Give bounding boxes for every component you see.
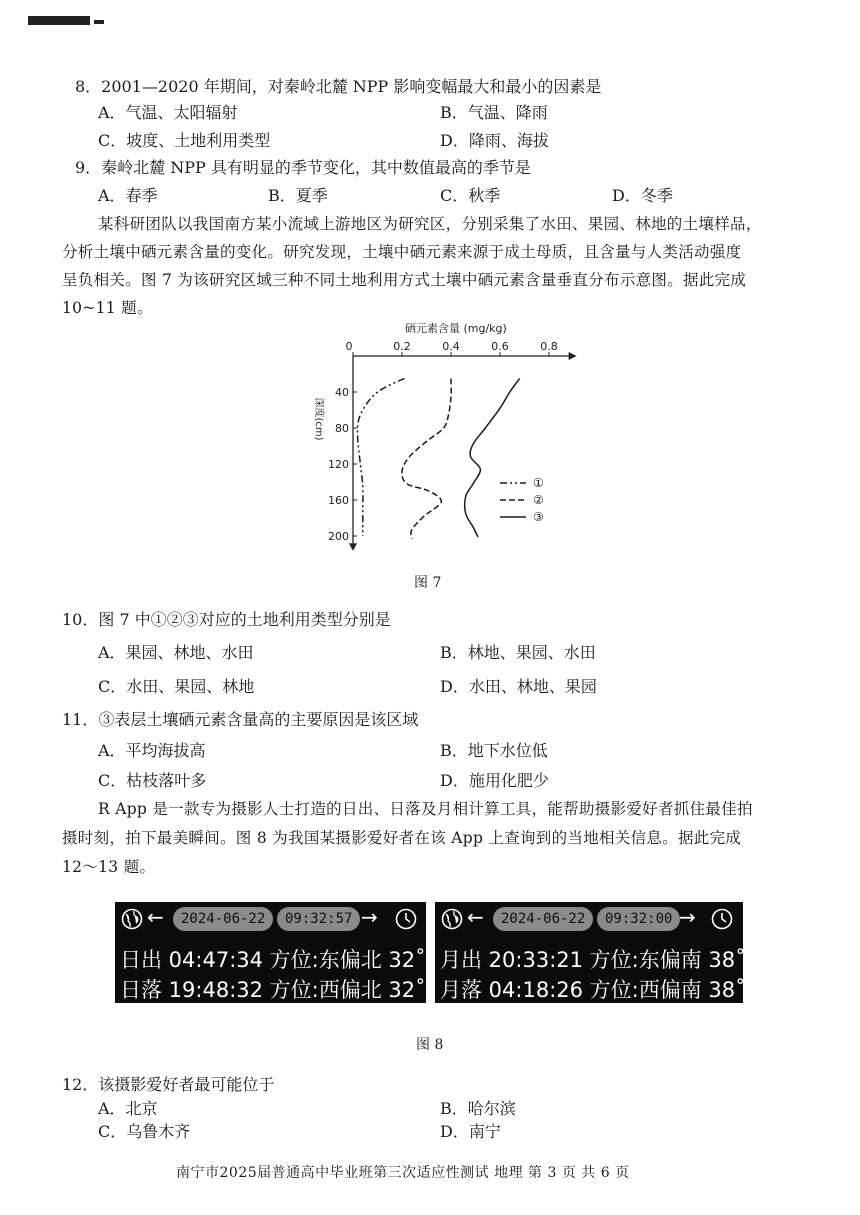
passage-1-line-3: 呈负相关。图 7 为该研究区域三种不同土地利用方式土壤中硒元素含量垂直分布示意图。据此完成 xyxy=(62,271,747,289)
y-tick-label: 160 xyxy=(328,494,349,507)
passage-1-line-4: 10~11 题。 xyxy=(62,299,153,317)
passage-1-line-2: 分析土壤中硒元素含量的变化。研究发现，土壤中硒元素来源于成土母质，且含量与人类活动强度 xyxy=(62,243,742,261)
question-10-option-d: D．水田、林地、果园 xyxy=(440,677,597,696)
question-8-stem: 8．2001—2020 年期间，对秦岭北麓 NPP 影响变幅最大和最小的因素是 xyxy=(75,77,602,96)
question-11-option-b: B．地下水位低 xyxy=(440,741,548,760)
question-12-option-a: A．北京 xyxy=(98,1099,158,1118)
x-axis-arrow xyxy=(569,352,577,360)
moonset-row: 月落 04:18:26 方位:西偏南 38˚ xyxy=(440,978,746,1002)
question-10-option-a: A．果园、林地、水田 xyxy=(98,643,254,662)
question-11-stem: 11．③表层土壤硒元素含量高的主要原因是该区域 xyxy=(62,710,419,729)
question-12-option-b: B．哈尔滨 xyxy=(440,1099,516,1118)
question-10-option-c: C．水田、果园、林地 xyxy=(98,677,255,696)
date-pill[interactable]: 2024-06-22 xyxy=(493,907,593,931)
legend-label-1: ① xyxy=(533,476,544,490)
question-8-option-c: C．坡度、土地利用类型 xyxy=(98,131,271,150)
question-12-option-c: C．乌鲁木齐 xyxy=(98,1122,191,1141)
sunset-row: 日落 19:48:32 方位:西偏北 32˚ xyxy=(120,978,426,1002)
top-edge-mark xyxy=(28,14,106,26)
figure-7-caption: 图 7 xyxy=(414,575,442,591)
arrow-left-icon[interactable]: ← xyxy=(147,905,164,929)
globe-icon xyxy=(121,908,143,930)
passage-1-line-1: 某科研团队以我国南方某小流域上游地区为研究区，分别采集了水田、果园、林地的土壤样品， xyxy=(98,215,762,233)
arrow-left-icon[interactable]: ← xyxy=(467,905,484,929)
x-tick-label: 0.2 xyxy=(393,340,411,353)
time-pill[interactable]: 09:32:00 xyxy=(597,907,680,931)
globe-icon xyxy=(441,908,463,930)
question-9-option-c: C．秋季 xyxy=(440,186,501,205)
x-tick-label: 0 xyxy=(345,340,353,353)
arrow-right-icon[interactable]: → xyxy=(679,905,696,929)
y-axis-arrow xyxy=(349,543,357,550)
series-line-3 xyxy=(465,379,520,537)
series-line-1 xyxy=(357,379,404,537)
sunrise-row: 日出 04:47:34 方位:东偏北 32˚ xyxy=(120,948,426,972)
figure-8-caption: 图 8 xyxy=(416,1037,444,1053)
clock-icon[interactable] xyxy=(395,908,417,930)
question-11-option-c: C．枯枝落叶多 xyxy=(98,771,207,790)
arrow-right-icon[interactable]: → xyxy=(361,905,378,929)
x-tick-label: 0.8 xyxy=(540,340,558,353)
moonrise-row: 月出 20:33:21 方位:东偏南 38˚ xyxy=(440,948,746,972)
page-footer: 南宁市2025届普通高中毕业班第三次适应性测试 地理 第 3 页 共 6 页 xyxy=(176,1165,630,1181)
passage-2-line-1: R App 是一款专为摄影人士打造的日出、日落及月相计算工具，能帮助摄影爱好者抓住最佳拍 xyxy=(98,800,753,818)
y-axis-label: 深度(cm) xyxy=(313,397,324,441)
y-tick-label: 200 xyxy=(328,530,349,543)
y-tick-label: 120 xyxy=(328,458,349,471)
time-pill[interactable]: 09:32:57 xyxy=(277,907,360,931)
date-pill[interactable]: 2024-06-22 xyxy=(173,907,273,931)
question-12-option-d: D．南宁 xyxy=(440,1122,501,1141)
passage-2-line-3: 12～13 题。 xyxy=(62,858,156,876)
figure-7-chart xyxy=(300,318,590,550)
question-10-stem: 10．图 7 中①②③对应的土地利用类型分别是 xyxy=(62,610,391,629)
question-11-option-a: A．平均海拔高 xyxy=(98,741,206,760)
clock-icon[interactable] xyxy=(711,908,733,930)
y-tick-label: 80 xyxy=(335,422,349,435)
passage-2-line-2: 摄时刻，拍下最美瞬间。图 8 为我国某摄影爱好者在该 App 上查询到的当地相关信息。据此完成 xyxy=(62,829,742,847)
question-9-option-a: A．春季 xyxy=(98,186,158,205)
question-9-option-d: D．冬季 xyxy=(612,186,673,205)
series-line-2 xyxy=(402,379,451,539)
question-10-option-b: B．林地、果园、水田 xyxy=(440,643,596,662)
question-8-option-a: A．气温、太阳辐射 xyxy=(98,103,238,122)
y-tick-label: 40 xyxy=(335,386,349,399)
app-panel-sun xyxy=(115,902,426,1003)
question-11-option-d: D．施用化肥少 xyxy=(440,771,549,790)
app-panel-moon xyxy=(435,902,746,1003)
x-tick-label: 0.4 xyxy=(442,340,460,353)
legend-label-3: ③ xyxy=(533,510,544,524)
x-tick-label: 0.6 xyxy=(491,340,509,353)
x-axis-label: 硒元素含量 (mg/kg) xyxy=(404,322,507,335)
question-9-option-b: B．夏季 xyxy=(268,186,328,205)
question-9-stem: 9．秦岭北麓 NPP 具有明显的季节变化，其中数值最高的季节是 xyxy=(75,158,531,177)
question-8-option-d: D．降雨、海拔 xyxy=(440,131,549,150)
question-12-stem: 12．该摄影爱好者最可能位于 xyxy=(62,1075,275,1094)
legend-label-2: ② xyxy=(533,493,544,507)
question-8-option-b: B．气温、降雨 xyxy=(440,103,548,122)
